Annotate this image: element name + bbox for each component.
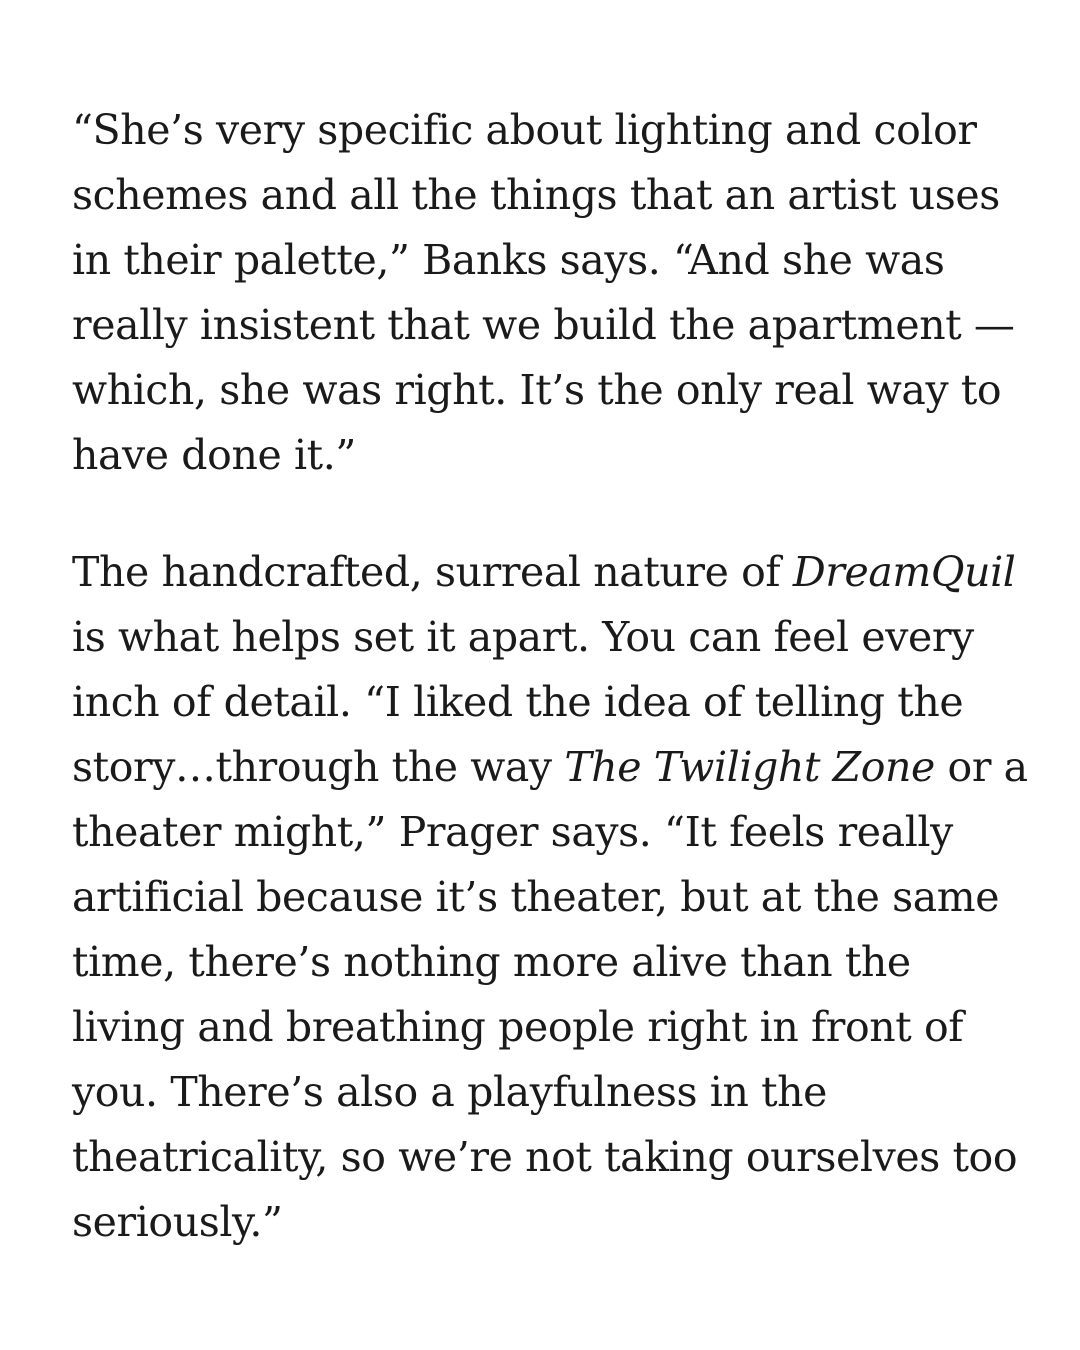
text-line: in their palette,” Banks says. “And she was (72, 236, 945, 284)
text-line: theatricality, so we’re not taking ourselves too (72, 1133, 1018, 1181)
text-segment: The handcrafted, surreal nature of (72, 548, 793, 596)
text-line: is what helps set it apart. You can feel every (72, 613, 974, 661)
text-line: “She’s very specific about lighting and color (72, 106, 977, 154)
text-line: inch of detail. “I liked the idea of telling the (72, 678, 964, 726)
show-title-twilight-zone: The Twilight Zone (564, 743, 935, 791)
quote-paragraph-banks (72, 98, 1032, 488)
text-segment: story…through the way (72, 743, 565, 791)
text-line: seriously.” (72, 1198, 283, 1246)
text-line: which, she was right. It’s the only real way to (72, 366, 1002, 414)
text-line: theater might,” Prager says. “It feels really (72, 808, 953, 856)
text-line: time, there’s nothing more alive than the (72, 938, 911, 986)
text-line: schemes and all the things that an artist uses (72, 171, 1000, 219)
body-paragraph-prager (72, 540, 1032, 1255)
text-line: have done it.” (72, 431, 356, 479)
text-segment: or a (934, 743, 1028, 791)
film-title-dreamquil: DreamQuil (792, 548, 1016, 596)
text-line (72, 540, 1032, 605)
text-line: artificial because it’s theater, but at the same (72, 873, 1000, 921)
text-line: you. There’s also a playfulness in the (72, 1068, 828, 1116)
text-line (72, 735, 1032, 800)
text-line: living and breathing people right in front of (72, 1003, 964, 1051)
text-line: really insistent that we build the apartment — (72, 301, 1015, 349)
